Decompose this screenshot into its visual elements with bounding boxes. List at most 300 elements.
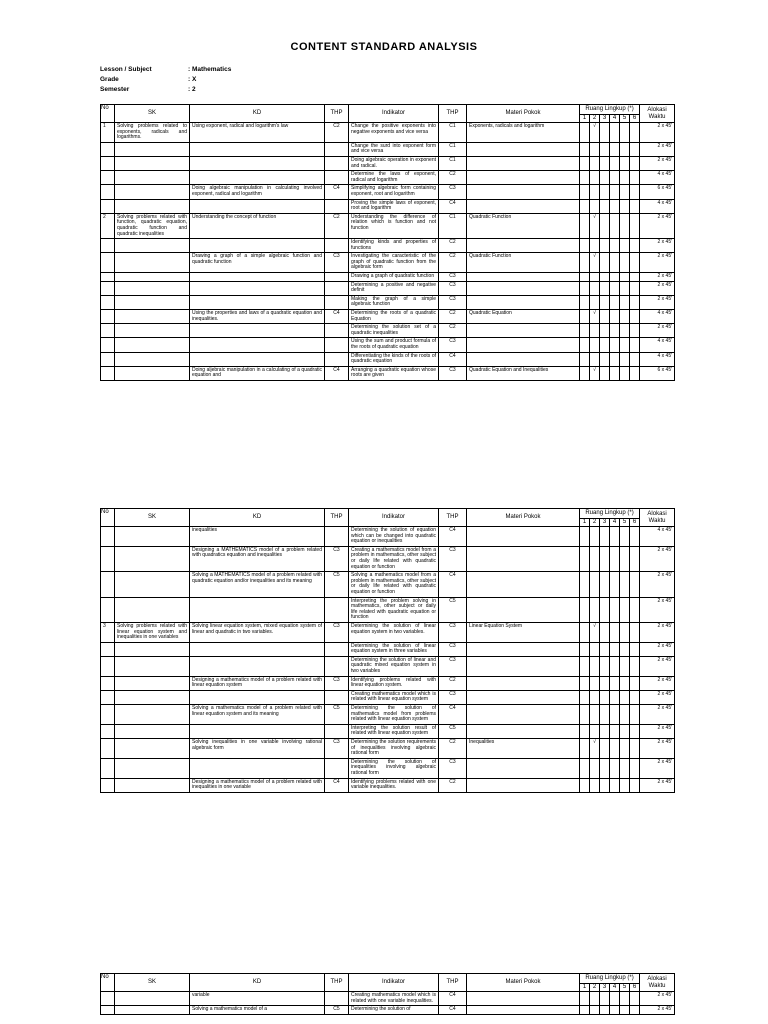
cell-materi-pokok	[467, 724, 580, 738]
cell-scope-5	[620, 142, 630, 156]
cell-alokasi: 2 x 45'	[640, 642, 675, 656]
cell-indikator: Making the graph of a simple algebraic function	[349, 295, 439, 309]
header-thp-2: THP	[439, 105, 467, 123]
cell-scope-5	[620, 310, 630, 324]
cell-alokasi: 2 x 45'	[640, 142, 675, 156]
cell-no	[101, 690, 115, 704]
cell-sk	[115, 239, 190, 253]
cell-scope-2	[590, 676, 600, 690]
cell-scope-1	[580, 527, 590, 547]
cell-no	[101, 992, 115, 1006]
cell-no: 2	[101, 213, 115, 238]
cell-scope-3	[600, 758, 610, 778]
meta-label: Semester	[100, 86, 130, 93]
cell-scope-3	[600, 572, 610, 597]
cell-kd: Solving linear equation system, mixed equation system of linear and quadratic in two variables.	[190, 622, 325, 642]
table-row	[101, 778, 675, 792]
cell-no	[101, 527, 115, 547]
header-scope-5: 5	[620, 115, 630, 123]
cell-no	[101, 739, 115, 759]
cell-scope-3	[600, 527, 610, 547]
cell-sk	[115, 142, 190, 156]
cell-scope-2	[590, 705, 600, 725]
cell-materi-pokok	[467, 705, 580, 725]
cell-scope-1	[580, 142, 590, 156]
cell-kd	[190, 171, 325, 185]
header-indikator: Indikator	[349, 974, 439, 992]
cell-scope-3	[600, 1006, 610, 1015]
cell-kd: Solving a mathematics model of a	[190, 1006, 325, 1015]
cell-scope-6	[630, 572, 640, 597]
cell-alokasi: 2 x 45'	[640, 156, 675, 170]
cell-thp	[325, 239, 349, 253]
cell-scope-1	[580, 739, 590, 759]
cell-sk	[115, 199, 190, 213]
cell-scope-6	[630, 324, 640, 338]
cell-sk	[115, 171, 190, 185]
cell-thp-2: C1	[439, 213, 467, 238]
cell-scope-4	[610, 739, 620, 759]
cell-alokasi: 2 x 45'	[640, 213, 675, 238]
cell-indikator: Investigating the caracteristic of the graph of quadratic function from the algebraic form	[349, 253, 439, 273]
cell-materi-pokok	[467, 642, 580, 656]
cell-scope-4	[610, 185, 620, 199]
cell-materi-pokok	[467, 546, 580, 571]
table-row	[101, 1006, 675, 1015]
cell-scope-6	[630, 992, 640, 1006]
cell-scope-1	[580, 324, 590, 338]
cell-kd: Designing a mathematics model of a problem related with linear equation system	[190, 676, 325, 690]
cell-no	[101, 642, 115, 656]
cell-scope-1	[580, 199, 590, 213]
cell-scope-4	[610, 253, 620, 273]
table-row	[101, 281, 675, 295]
cell-kd	[190, 324, 325, 338]
cell-scope-3	[600, 739, 610, 759]
cell-no	[101, 572, 115, 597]
cell-scope-1	[580, 1006, 590, 1015]
cell-sk	[115, 253, 190, 273]
cell-scope-4	[610, 546, 620, 571]
cell-no	[101, 724, 115, 738]
cell-thp: C5	[325, 572, 349, 597]
cell-thp-2: C2	[439, 171, 467, 185]
header-scope-1: 1	[580, 519, 590, 527]
cell-scope-5	[620, 597, 630, 622]
cell-scope-4	[610, 572, 620, 597]
cell-scope-2	[590, 273, 600, 282]
cell-scope-2	[590, 656, 600, 676]
cell-scope-4	[610, 273, 620, 282]
header-scope-6: 6	[630, 519, 640, 527]
cell-sk	[115, 273, 190, 282]
cell-materi-pokok: Linear Equation System	[467, 622, 580, 642]
cell-kd	[190, 199, 325, 213]
table-row	[101, 724, 675, 738]
cell-thp	[325, 597, 349, 622]
cell-thp-2: C2	[439, 253, 467, 273]
cell-scope-5	[620, 622, 630, 642]
cell-scope-3	[600, 778, 610, 792]
cell-alokasi: 2 x 45'	[640, 992, 675, 1006]
cell-kd	[190, 656, 325, 676]
cell-thp	[325, 690, 349, 704]
cell-alokasi: 2 x 45'	[640, 622, 675, 642]
cell-scope-5	[620, 281, 630, 295]
cell-thp-2: C3	[439, 295, 467, 309]
cell-sk	[115, 778, 190, 792]
header-materi-pokok: Materi Pokok	[467, 105, 580, 123]
cell-scope-1	[580, 338, 590, 352]
header-thp: THP	[325, 974, 349, 992]
cell-kd: inequalities	[190, 527, 325, 547]
cell-thp-2: C3	[439, 758, 467, 778]
cell-thp	[325, 324, 349, 338]
cell-materi-pokok	[467, 142, 580, 156]
cell-scope-5	[620, 199, 630, 213]
cell-scope-4	[610, 758, 620, 778]
cell-thp-2: C3	[439, 546, 467, 571]
cell-scope-2	[590, 156, 600, 170]
cell-thp-2: C2	[439, 676, 467, 690]
header-scope-2: 2	[590, 519, 600, 527]
table-row	[101, 366, 675, 380]
cell-scope-4	[610, 156, 620, 170]
cell-scope-5	[620, 778, 630, 792]
cell-scope-4	[610, 324, 620, 338]
cell-sk: Solving problems related with linear equation system and inequalities in one variables	[115, 622, 190, 642]
cell-sk	[115, 281, 190, 295]
table-row	[101, 295, 675, 309]
cell-sk	[115, 310, 190, 324]
cell-thp-2: C3	[439, 185, 467, 199]
cell-scope-6	[630, 239, 640, 253]
cell-indikator: Determine the laws of exponent, radical and logarithm	[349, 171, 439, 185]
cell-materi-pokok	[467, 338, 580, 352]
cell-thp	[325, 724, 349, 738]
cell-scope-1	[580, 676, 590, 690]
meta-value: : Mathematics	[188, 66, 232, 73]
cell-alokasi: 2 x 45'	[640, 676, 675, 690]
cell-scope-2	[590, 171, 600, 185]
cell-scope-4	[610, 1006, 620, 1015]
table-row	[101, 199, 675, 213]
cell-kd	[190, 142, 325, 156]
cell-scope-2	[590, 142, 600, 156]
table-row	[101, 142, 675, 156]
cell-scope-6	[630, 778, 640, 792]
cell-scope-4	[610, 366, 620, 380]
cell-alokasi: 2 x 45'	[640, 253, 675, 273]
cell-indikator: Creating mathematics model which is related with one variable inequalities.	[349, 992, 439, 1006]
cell-scope-6	[630, 199, 640, 213]
cell-indikator: Identifying problems related with one variable inequalities.	[349, 778, 439, 792]
cell-scope-2	[590, 338, 600, 352]
cell-indikator: Determining the solution of mathematics model from problems related with linear equation system	[349, 705, 439, 725]
cell-thp: C3	[325, 739, 349, 759]
table-row	[101, 239, 675, 253]
cell-indikator: Determining a positive and negative definit	[349, 281, 439, 295]
cell-kd	[190, 239, 325, 253]
header-scope-5: 5	[620, 519, 630, 527]
cell-thp-2: C3	[439, 281, 467, 295]
cell-materi-pokok	[467, 199, 580, 213]
cell-scope-3	[600, 253, 610, 273]
cell-scope-2	[590, 239, 600, 253]
cell-kd: Solving inequalities in one variable involving rational algebraic form	[190, 739, 325, 759]
cell-scope-6	[630, 185, 640, 199]
cell-alokasi: 2 x 45'	[640, 273, 675, 282]
cell-no	[101, 253, 115, 273]
cell-scope-6	[630, 758, 640, 778]
cell-alokasi: 2 x 45'	[640, 324, 675, 338]
cell-scope-1	[580, 213, 590, 238]
cell-scope-5	[620, 992, 630, 1006]
cell-thp	[325, 156, 349, 170]
cell-scope-5	[620, 295, 630, 309]
cell-scope-1	[580, 281, 590, 295]
header-scope-2: 2	[590, 115, 600, 123]
cell-thp-2: C4	[439, 992, 467, 1006]
cell-scope-6	[630, 739, 640, 759]
cell-sk	[115, 352, 190, 366]
cell-scope-3	[600, 352, 610, 366]
cell-scope-3	[600, 310, 610, 324]
cell-scope-5	[620, 171, 630, 185]
cell-materi-pokok	[467, 690, 580, 704]
header-ruang-lingkup: Ruang Lingkup (*)	[580, 105, 640, 115]
cell-no	[101, 142, 115, 156]
cell-scope-3	[600, 123, 610, 143]
table-row	[101, 324, 675, 338]
cell-thp	[325, 338, 349, 352]
cell-thp: C5	[325, 1006, 349, 1015]
cell-scope-1	[580, 546, 590, 571]
cell-sk	[115, 642, 190, 656]
cell-scope-4	[610, 705, 620, 725]
cell-kd	[190, 295, 325, 309]
cell-indikator: Determining the solution requirements of inequalities involving algebraic rational form	[349, 739, 439, 759]
cell-thp	[325, 642, 349, 656]
cell-alokasi: 2 x 45'	[640, 778, 675, 792]
cell-no	[101, 281, 115, 295]
cell-kd: Designing a mathematics model of a problem related with inequalities in one variable	[190, 778, 325, 792]
cell-alokasi: 2 x 45'	[640, 546, 675, 571]
cell-thp-2: C4	[439, 705, 467, 725]
cell-thp: C2	[325, 123, 349, 143]
cell-alokasi: 2 x 45'	[640, 597, 675, 622]
cell-indikator: Doing algebraic operation in exponent and radical.	[349, 156, 439, 170]
header-kd: KD	[190, 105, 325, 123]
cell-kd: Using the properties and laws of a quadratic equation and inequalities.	[190, 310, 325, 324]
cell-kd: Doing aljebraic manipulation in a calculating of a quadratic equation and	[190, 366, 325, 380]
cell-no	[101, 676, 115, 690]
cell-scope-1	[580, 253, 590, 273]
cell-no	[101, 338, 115, 352]
cell-materi-pokok: Quadratic Equation	[467, 310, 580, 324]
cell-thp: C4	[325, 310, 349, 324]
header-alokasi-waktu: Alokasi Waktu	[640, 105, 675, 123]
cell-kd: Solving a mathematics model of a problem related with linear equation system and its meaning	[190, 705, 325, 725]
cell-scope-2	[590, 572, 600, 597]
cell-no: 3	[101, 622, 115, 642]
header-sk: SK	[115, 105, 190, 123]
cell-alokasi: 2 x 45'	[640, 758, 675, 778]
cell-thp	[325, 527, 349, 547]
cell-scope-2	[590, 642, 600, 656]
cell-scope-1	[580, 572, 590, 597]
cell-sk	[115, 185, 190, 199]
meta-semester	[100, 86, 196, 93]
cell-scope-2	[590, 546, 600, 571]
cell-materi-pokok	[467, 352, 580, 366]
cell-scope-3	[600, 156, 610, 170]
check-mark-icon: √	[590, 213, 600, 238]
table-row	[101, 546, 675, 571]
cell-thp-2: C4	[439, 352, 467, 366]
cell-scope-5	[620, 239, 630, 253]
cell-scope-6	[630, 281, 640, 295]
cell-scope-3	[600, 724, 610, 738]
cell-kd	[190, 597, 325, 622]
check-mark-icon: √	[590, 366, 600, 380]
cell-scope-6	[630, 156, 640, 170]
cell-indikator: Change the positive exponents into negative exponents and vice versa	[349, 123, 439, 143]
cell-scope-1	[580, 622, 590, 642]
cell-kd	[190, 352, 325, 366]
cell-scope-2	[590, 758, 600, 778]
cell-sk	[115, 705, 190, 725]
cell-scope-5	[620, 213, 630, 238]
cell-scope-5	[620, 352, 630, 366]
cell-scope-4	[610, 992, 620, 1006]
table-row	[101, 273, 675, 282]
cell-scope-1	[580, 778, 590, 792]
header-no: No	[101, 974, 115, 992]
cell-indikator: Interpreting the solution result of related with linear equation system	[349, 724, 439, 738]
cell-scope-4	[610, 310, 620, 324]
cell-sk	[115, 572, 190, 597]
cell-alokasi: 6 x 45'	[640, 185, 675, 199]
cell-indikator: Using the sum and product formula of the roots of quadratic equation	[349, 338, 439, 352]
table-row	[101, 690, 675, 704]
header-ruang-lingkup: Ruang Lingkup (*)	[580, 974, 640, 984]
cell-kd: Doing algebraic manipulation in calculating involved exponent, radical and logarithm	[190, 185, 325, 199]
cell-no	[101, 1006, 115, 1015]
cell-no	[101, 366, 115, 380]
cell-alokasi: 2 x 45'	[640, 724, 675, 738]
table-row	[101, 622, 675, 642]
cell-materi-pokok: Quadratic Function	[467, 253, 580, 273]
cell-scope-2	[590, 352, 600, 366]
header-scope-3: 3	[600, 984, 610, 992]
cell-scope-6	[630, 253, 640, 273]
cell-scope-1	[580, 156, 590, 170]
cell-scope-4	[610, 778, 620, 792]
cell-materi-pokok	[467, 324, 580, 338]
header-scope-4: 4	[610, 115, 620, 123]
cell-materi-pokok	[467, 239, 580, 253]
cell-kd	[190, 273, 325, 282]
cell-alokasi: 4 x 45'	[640, 527, 675, 547]
header-row	[101, 974, 675, 984]
cell-scope-5	[620, 546, 630, 571]
cell-indikator: Arranging a quadratic equation whose roots are given	[349, 366, 439, 380]
header-row	[101, 509, 675, 519]
cell-indikator: Identifying problems related with linear equation system.	[349, 676, 439, 690]
cell-indikator: Determining the solution of linear equation system in three variables	[349, 642, 439, 656]
cell-scope-3	[600, 338, 610, 352]
cell-materi-pokok	[467, 676, 580, 690]
cell-scope-4	[610, 338, 620, 352]
header-materi-pokok: Materi Pokok	[467, 974, 580, 992]
cell-scope-3	[600, 324, 610, 338]
cell-scope-5	[620, 758, 630, 778]
header-alokasi-waktu: Alokasi Waktu	[640, 974, 675, 992]
cell-scope-6	[630, 123, 640, 143]
cell-scope-5	[620, 527, 630, 547]
cell-scope-1	[580, 171, 590, 185]
header-kd: KD	[190, 509, 325, 527]
cell-scope-3	[600, 171, 610, 185]
cell-no	[101, 185, 115, 199]
header-thp-2: THP	[439, 509, 467, 527]
cell-alokasi: 2 x 45'	[640, 572, 675, 597]
cell-thp	[325, 656, 349, 676]
cell-no: 1	[101, 123, 115, 143]
header-indikator: Indikator	[349, 105, 439, 123]
cell-sk	[115, 992, 190, 1006]
cell-scope-5	[620, 642, 630, 656]
cell-scope-1	[580, 295, 590, 309]
cell-indikator: Solving a mathematics model from a problem in mathematics, other subject or daily life related with quadratic equation or function	[349, 572, 439, 597]
cell-alokasi: 4 x 45'	[640, 171, 675, 185]
cell-scope-1	[580, 239, 590, 253]
cell-indikator: Change the surd into exponent form and vice versa	[349, 142, 439, 156]
cell-indikator: Determining the roots of a quadratic Equation	[349, 310, 439, 324]
header-scope-5: 5	[620, 984, 630, 992]
cell-kd: variable	[190, 992, 325, 1006]
cell-scope-3	[600, 185, 610, 199]
header-scope-4: 4	[610, 519, 620, 527]
cell-scope-3	[600, 690, 610, 704]
cell-thp	[325, 295, 349, 309]
cell-indikator: Proving the simple laws of exponent, root and logarithm	[349, 199, 439, 213]
meta-grade	[100, 76, 196, 83]
cell-no	[101, 156, 115, 170]
cell-no	[101, 239, 115, 253]
cell-indikator: Interpreting the problem solving in mathematics, other subject or daily life related with quadratic equation or function	[349, 597, 439, 622]
cell-scope-5	[620, 676, 630, 690]
cell-sk: Solving problems related with function, quadratic equation, quadratic function and quadratic inequalities	[115, 213, 190, 238]
cell-sk	[115, 739, 190, 759]
cell-kd: Drawing a graph of a simple algebraic function and quadratic function	[190, 253, 325, 273]
cell-indikator: Determining the solution of	[349, 1006, 439, 1015]
cell-scope-1	[580, 597, 590, 622]
table-row	[101, 642, 675, 656]
cell-scope-2	[590, 597, 600, 622]
analysis-table-3	[100, 973, 675, 1015]
cell-scope-5	[620, 185, 630, 199]
header-alokasi-waktu: Alokasi Waktu	[640, 509, 675, 527]
header-no: No	[101, 105, 115, 123]
cell-thp: C2	[325, 213, 349, 238]
cell-scope-6	[630, 724, 640, 738]
cell-scope-5	[620, 656, 630, 676]
cell-thp-2: C2	[439, 739, 467, 759]
cell-materi-pokok	[467, 1006, 580, 1015]
cell-thp-2: C3	[439, 273, 467, 282]
